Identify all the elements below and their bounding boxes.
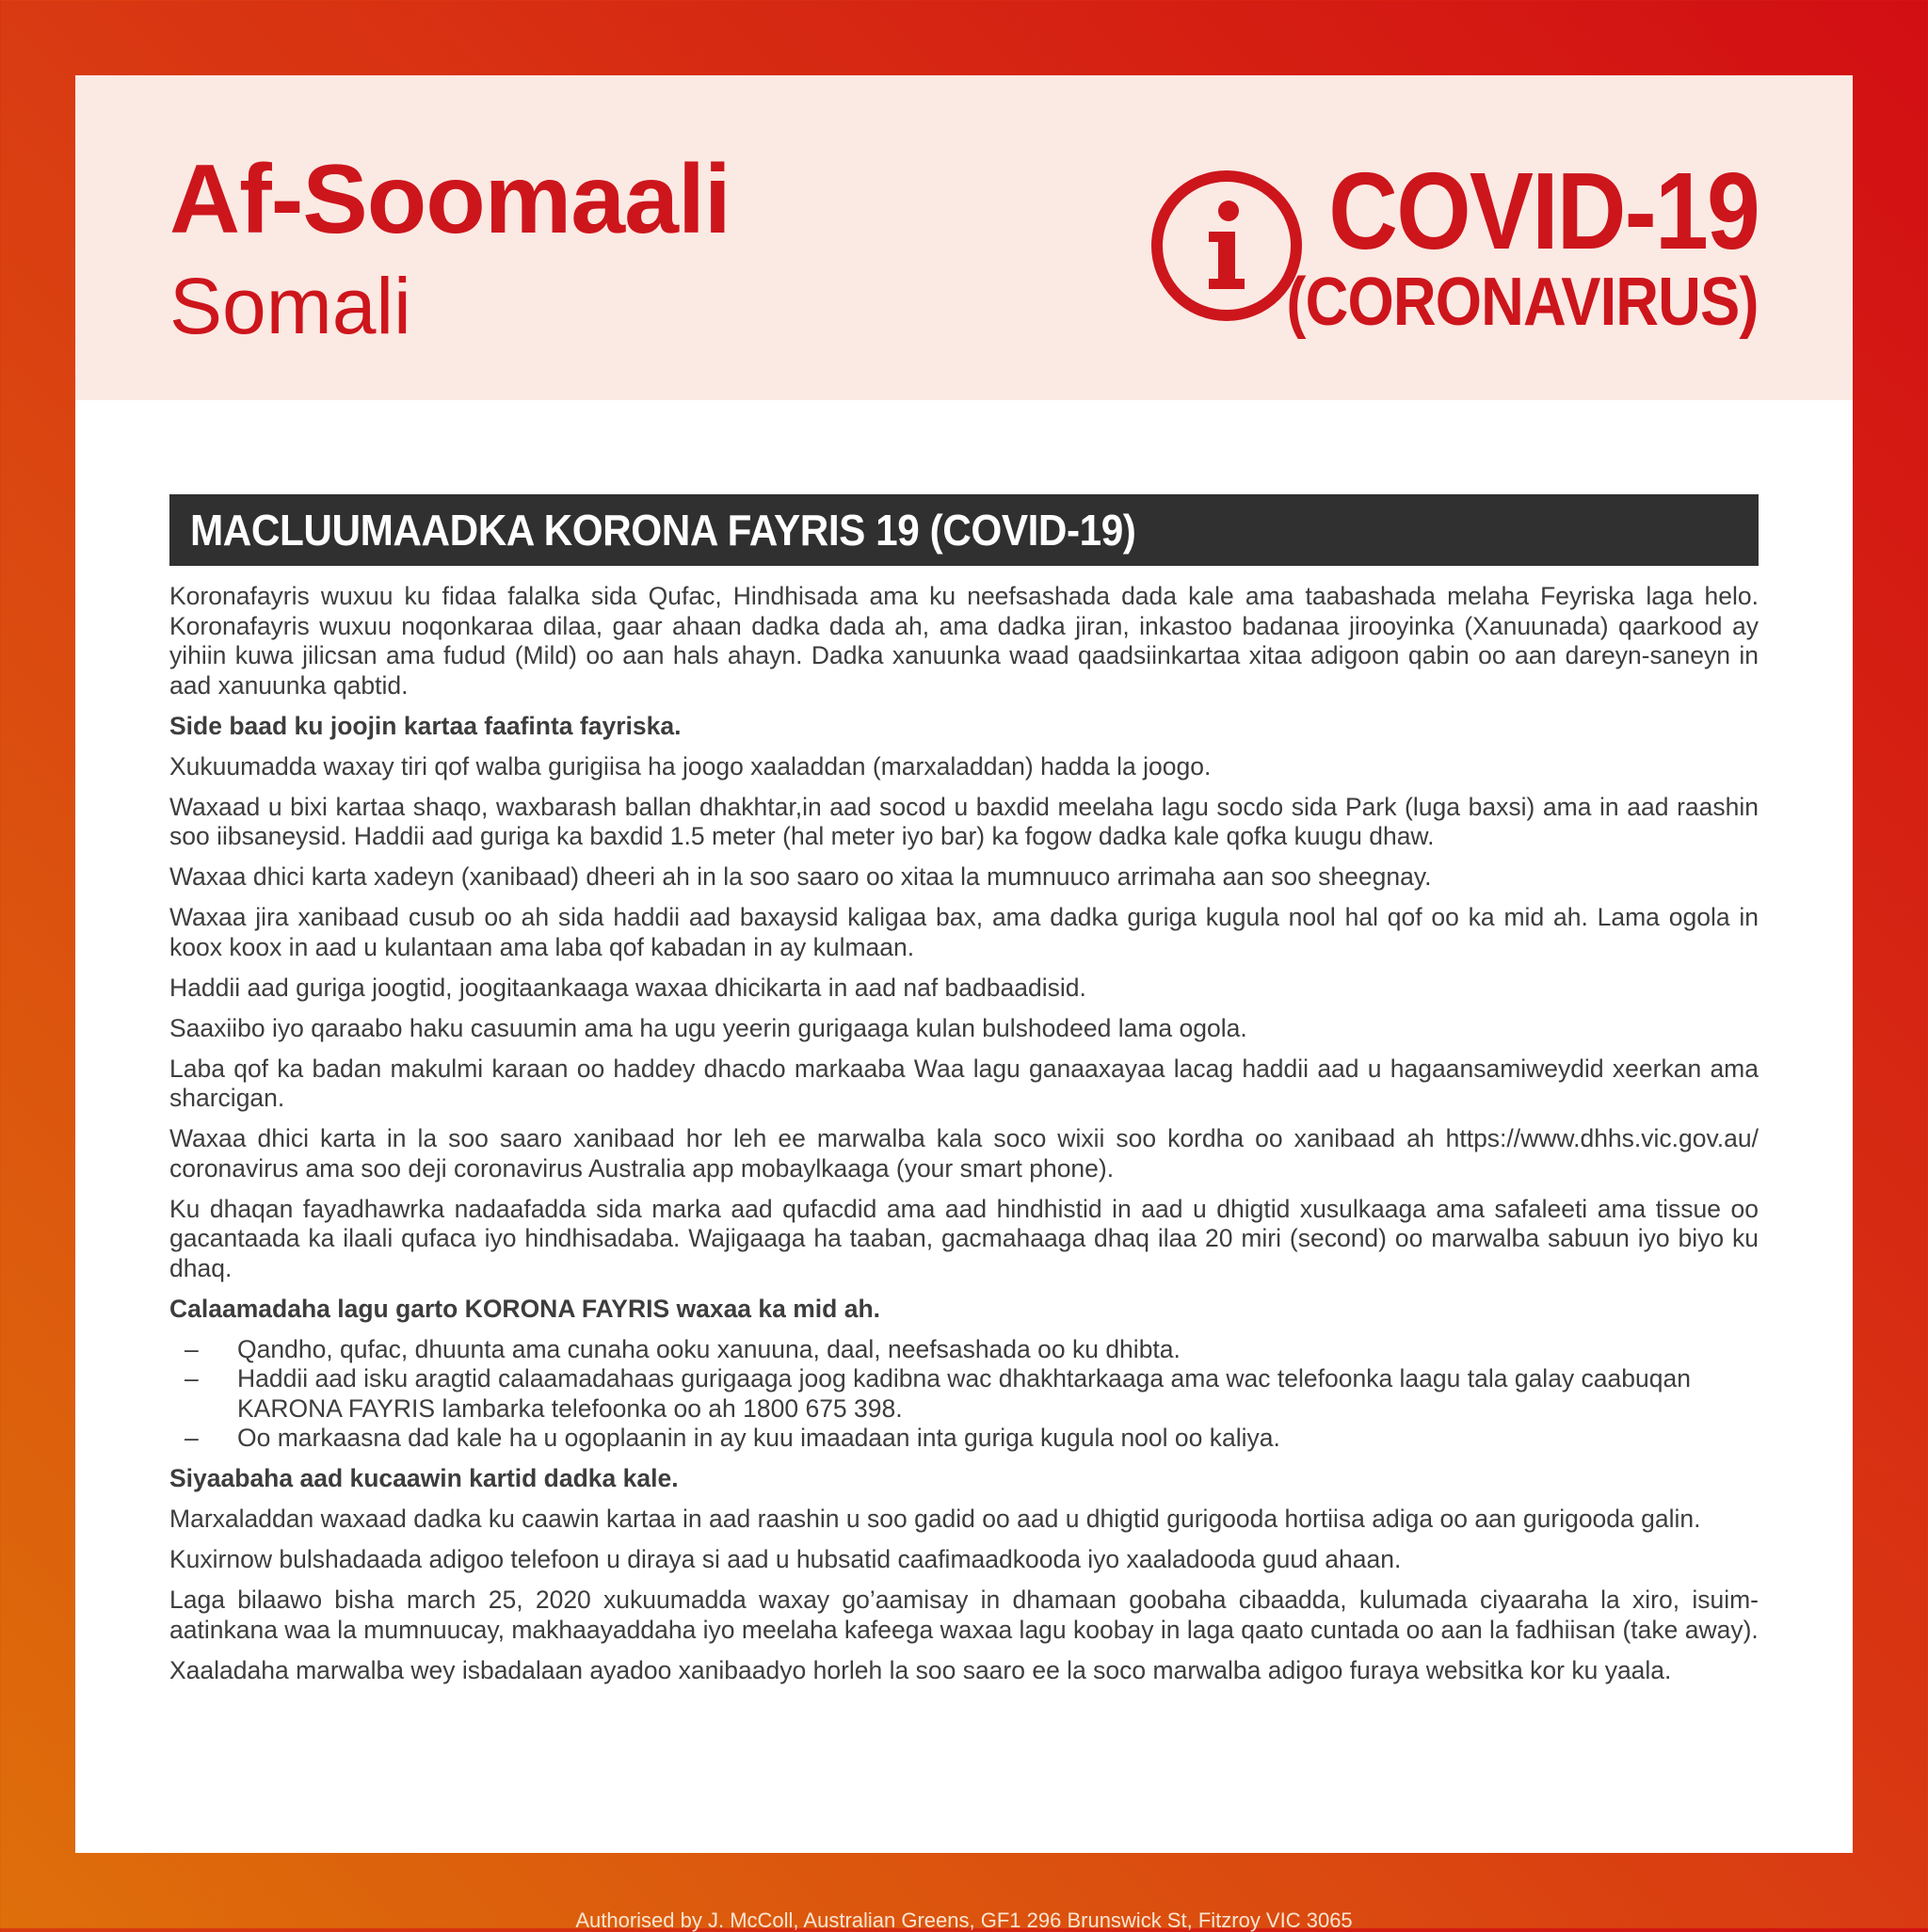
paragraph: Xaaladaha marwalba wey isbadalaan ayadoo xanibaadyo horleh la soo saaro ee la soco marwalba adigoo furaya websitka kor ku yaala. xyxy=(169,1655,1672,1684)
list-item xyxy=(169,1364,1759,1424)
paragraph-intro: Koronafayris wuxuu ku fidaa falalka sida Qufac, Hindhisada ama ku neefsashada dada kale ama taabashada melaha Feyriska laga helo. Koronafayris wuxuu noqonkaraa dilaa, gaar ahaan dadka dada ah, ama dadka jiran, inkastoo badanaa jirooyinka (Xanuunada) qaarkood ay yihiin kuwa jilicsan ama fudud (Mild) oo aan hals ahayn. Dadka xanuunka waad qaadsiinkartaa xitaa adigoon qabin oo aan dareyn-saneyn in aad xanuunka qabtid. xyxy=(169,582,1759,700)
paragraph: Waxaa dhici karta in la soo saaro xanibaad hor leh ee marwalba kala soco wixii soo kordha oo xanibaad ah https://www.dhhs.vic.gov.au/ coronavirus ama soo deji coronavirus Australia app mobaylkaaga (your smart phone). xyxy=(169,1124,1759,1183)
paragraph: Xukuumadda waxay tiri qof walba gurigiisa ha joogo xaaladdan (marxaladdan) hadda la joogo. xyxy=(169,751,1212,781)
paragraph: Laba qof ka badan makulmi karaan oo haddey dhacdo markaaba Waa lagu ganaaxayaa lacag haddii aad u hagaansamiweydid xeerkan ama sharcigan. xyxy=(169,1054,1759,1112)
subheading-symptoms: Calaamadaha lagu garto KORONA FAYRIS waxaa ka mid ah. xyxy=(169,1294,881,1323)
language-title: Af-Soomaali xyxy=(169,145,731,254)
symptoms-list xyxy=(169,1335,1759,1454)
paragraph: Waxaad u bixi kartaa shaqo, waxbarash ballan dhakhtar,in aad socod u baxdid meelaha lagu socdo sida Park (luga baxsi) ama in aad raashin soo iibsaneysid. Haddii aad guriga ka baxdid 1.5 meter (hal meter iyo bar) ka fogow dadka kale qofka kuugu dhaw. xyxy=(169,792,1759,850)
dash-marker: – xyxy=(185,1424,199,1452)
dash-marker: – xyxy=(185,1364,199,1393)
subheading-stop-spread: Side baad ku joojin kartaa faafinta fayriska. xyxy=(169,711,682,740)
paragraph: Waxaa dhici karta xadeyn (xanibaad) dheeri ah in la soo saaro oo xitaa la mumnuuco arrimaha aan soo sheegnay. xyxy=(169,862,1432,891)
footer-authorisation: Authorised by J. McColl, Australian Greens, GF1 296 Brunswick St, Fitzroy VIC 3065 xyxy=(575,1908,1353,1932)
paragraph: Marxaladdan waxaad dadka ku caawin kartaa in aad raashin u soo gadid oo aad u dhigtid gurigooda hortiisa adiga oo aan gurigooda galin. xyxy=(169,1505,1701,1533)
list-item-text: Qandho, qufac, dhuunta ama cunaha ooku xanuuna, daal, neefsashada oo ku dhibta. xyxy=(237,1334,1181,1363)
dash-marker: – xyxy=(185,1334,199,1363)
covid-subtitle: (CORONAVIRUS) xyxy=(1286,265,1759,340)
info-icon xyxy=(1150,169,1303,322)
covid-title: COVID-19 xyxy=(1328,150,1759,272)
paragraph: Ku dhaqan fayadhawrka nadaafadda sida marka aad qufacdid ama aad hindhistid in aad u dhigtid xusulkaaga ama safaleeti ama tissue oo gacantaada ka ilaali qufaca iyo hindhisadaba. Wajigaaga ha taaban, gacmahaaga dhaq ilaa 20 miri (second) oo marwalba sabuun iyo biyo ku dhaq. xyxy=(169,1194,1759,1282)
language-subtitle: Somali xyxy=(169,262,411,350)
section-heading: MACLUUMAADKA KORONA FAYRIS 19 (COVID-19) xyxy=(190,506,1136,555)
paragraph: Laga bilaawo bisha march 25, 2020 xukuumadda waxay go’aamisay in dhamaan goobaha cibaadda, kulumada ciyaaraha la xiro, isuim-aatinkana waa la mumnuucay, makhaayaddaha iyo meelaha kafeega waxaa lagu koobay in laga qaato cuntada oo aan la fadhiisan (take away). xyxy=(169,1586,1759,1644)
header-banner xyxy=(75,75,1853,400)
section-heading-bar xyxy=(169,494,1759,566)
subheading-help-others: Siyaabaha aad kucaawin kartid dadka kale. xyxy=(169,1464,679,1492)
paragraph: Kuxirnow bulshadaada adigoo telefoon u diraya si aad u hubsatid caafimaadkooda iyo xaaladooda guud ahaan. xyxy=(169,1545,1402,1573)
list-item-text: Haddii aad isku aragtid calaamadahaas gurigaaga joog kadibna wac dhakhtarkaaga ama wac telefoonka laagu tala galay caabuqan KARONA FAYRIS lambarka telefoonka oo ah 1800 675 398. xyxy=(237,1364,1691,1423)
document-card xyxy=(75,75,1853,1853)
paragraph: Haddii aad guriga joogtid, joogitaankaaga waxaa dhicikarta in aad naf badbaadisid. xyxy=(169,973,1086,1002)
paragraph: Saaxiibo iyo qaraabo haku casuumin ama ha ugu yeerin gurigaaga kulan bulshodeed lama ogola. xyxy=(169,1013,1247,1042)
paragraph: Waxaa jira xanibaad cusub oo ah sida haddii aad baxaysid kaligaa bax, ama dadka guriga kugula nool hal qof oo ka mid ah. Lama ogola in koox koox in aad u kulantaan ama laba qof kabadan in ay kulmaan. xyxy=(169,903,1759,961)
body-content xyxy=(169,582,1759,1697)
list-item xyxy=(169,1424,1759,1454)
list-item xyxy=(169,1335,1759,1365)
list-item-text: Oo markaasna dad kale ha u ogoplaanin in ay kuu imaadaan inta guriga kugula nool oo kaliya. xyxy=(237,1424,1280,1452)
